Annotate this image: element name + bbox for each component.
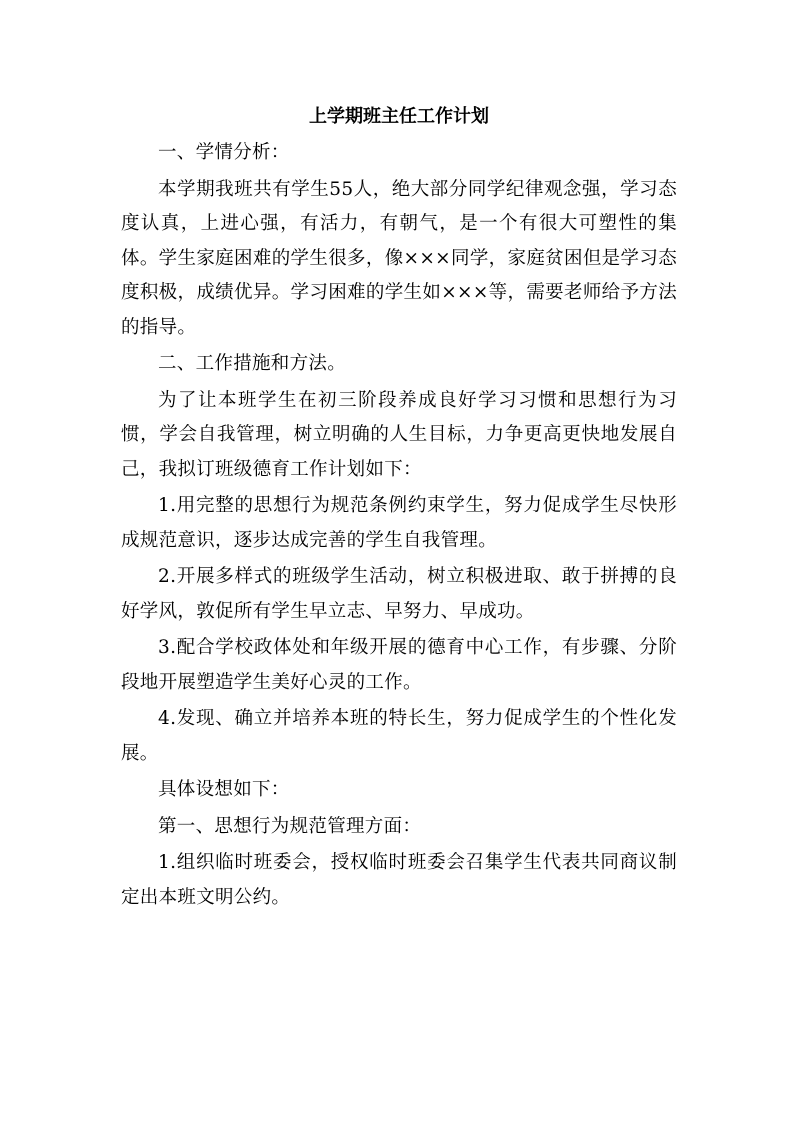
paragraph-plan-lead: 具体设想如下： — [158, 779, 290, 800]
paragraph-analysis: 本学期我班共有学生55人，绝大部分同学纪律观念强，学习态度认真，上进心强，有活力，有朝气，是一个有很大可塑性的集体。学生家庭困难的学生很多，像×××同学，家庭贫困但是学习态度积极，成绩优异。学习困难的学生如×××等，需要老师给予方法的指导。 — [121, 178, 677, 338]
list-item-3: 3.配合学校政体处和年级开展的德育中心工作，有步骤、分阶段地开展塑造学生美好心灵的工作。 — [121, 637, 677, 693]
page-title: 上学期班主任工作计划 — [309, 106, 489, 127]
list-item-1: 1.用完整的思想行为规范条例约束学生，努力促成学生尽快形成规范意识，逐步达成完善的学生自我管理。 — [121, 495, 677, 551]
paragraph-intro: 为了让本班学生在初三阶段养成良好学习习惯和思想行为习惯，学会自我管理，树立明确的人生目标，力争更高更快地发展自己，我拟订班级德育工作计划如下： — [121, 389, 677, 480]
list-item-4: 4.发现、确立并培养本班的特长生，努力促成学生的个性化发展。 — [121, 708, 677, 764]
document-body — [121, 100, 677, 915]
subsection-heading-conduct: 第一、思想行为规范管理方面： — [158, 815, 422, 837]
subsection-item-1: 1.组织临时班委会，授权临时班委会召集学生代表共同商议制定出本班文明公约。 — [121, 852, 677, 908]
section-heading-analysis: 一、学情分析： — [158, 142, 290, 163]
list-item-2: 2.开展多样式的班级学生活动，树立积极进取、敢于拼搏的良好学风，敦促所有学生早立志、早努力、早成功。 — [121, 566, 677, 622]
section-heading-measures: 二、工作措施和方法。 — [158, 353, 347, 374]
